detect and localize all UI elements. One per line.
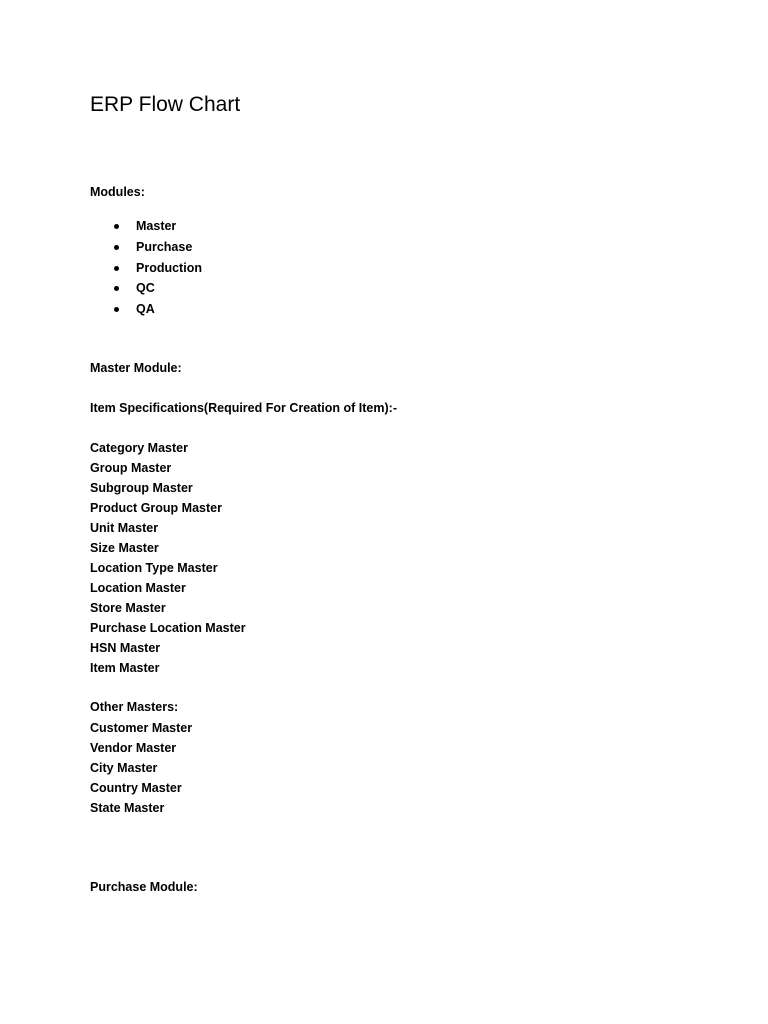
bullet-icon — [114, 266, 119, 271]
item-specifications-list — [90, 438, 246, 678]
list-item: Item Master — [90, 661, 160, 675]
module-label: QA — [136, 302, 155, 316]
list-item — [90, 278, 202, 299]
module-label: QC — [136, 281, 155, 296]
list-item: Vendor Master — [90, 741, 177, 755]
bullet-icon — [114, 286, 119, 291]
bullet-icon — [114, 245, 119, 250]
list-item: Subgroup Master — [90, 481, 193, 495]
list-item: Unit Master — [90, 521, 159, 535]
list-item: Group Master — [90, 461, 172, 475]
module-label: Master — [136, 219, 177, 233]
list-item: State Master — [90, 801, 165, 815]
list-item: Customer Master — [90, 721, 193, 735]
list-item — [90, 216, 202, 237]
list-item: Location Type Master — [90, 561, 218, 575]
list-item — [90, 299, 202, 320]
list-item — [90, 258, 202, 279]
bullet-icon — [114, 224, 119, 229]
modules-heading: Modules: — [90, 185, 145, 199]
purchase-module-heading: Purchase Module: — [90, 880, 198, 894]
page-title: ERP Flow Chart — [90, 93, 241, 116]
list-item: Category Master — [90, 441, 188, 455]
item-specifications-heading: Item Specifications(Required For Creation of Item):- — [90, 401, 397, 415]
module-label: Purchase — [136, 239, 193, 254]
master-module-heading: Master Module: — [90, 361, 182, 375]
other-masters-heading: Other Masters: — [90, 700, 179, 714]
list-item: Size Master — [90, 541, 159, 555]
list-item: Store Master — [90, 601, 166, 615]
other-masters-list — [90, 718, 192, 818]
bullet-icon — [114, 307, 119, 312]
module-label: Production — [136, 260, 202, 275]
list-item: Country Master — [90, 781, 182, 795]
list-item: Purchase Location Master — [90, 621, 246, 635]
modules-list — [90, 216, 202, 320]
list-item: Location Master — [90, 581, 186, 595]
list-item: City Master — [90, 761, 158, 775]
list-item — [90, 237, 202, 258]
list-item: Product Group Master — [90, 501, 222, 515]
list-item: HSN Master — [90, 641, 161, 655]
